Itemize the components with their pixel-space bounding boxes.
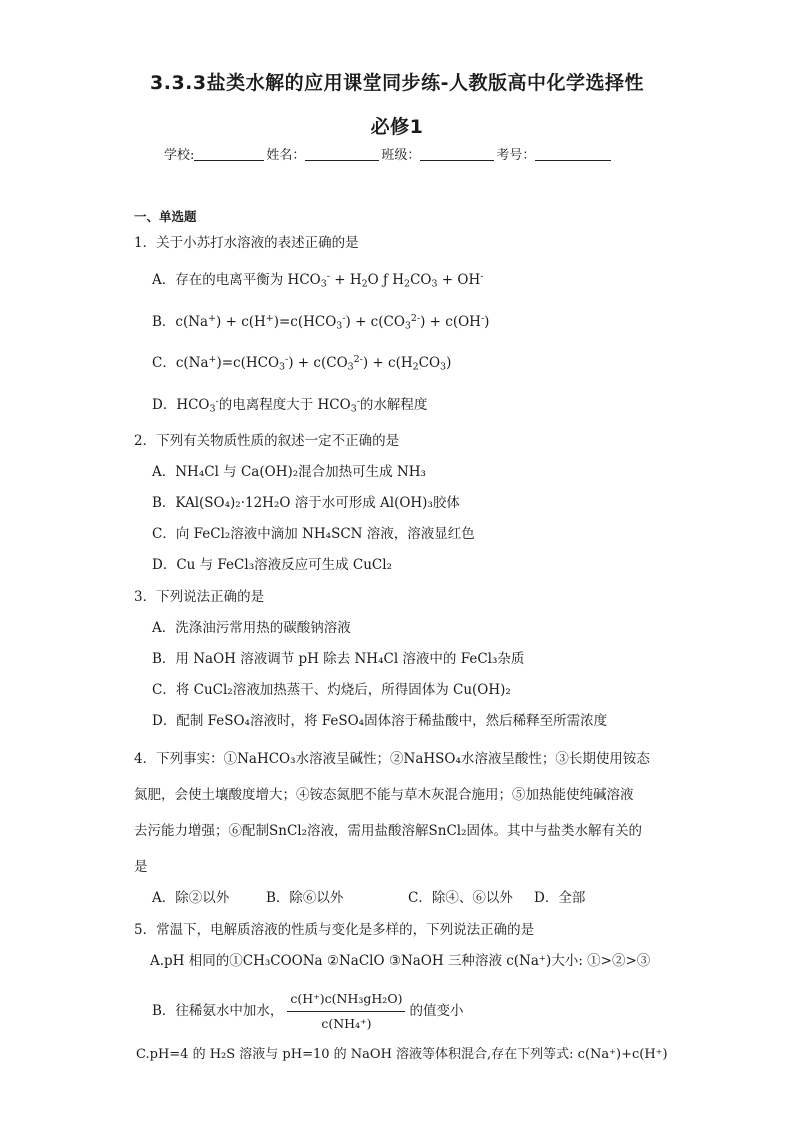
q1-option-c: C．$c(Na^+)=c(HCO_3^-) + c(CO_3^{2-}) + c(H_2CO_3)$: [152, 353, 452, 373]
q4-option-c: C．除④、⑥以外: [408, 890, 513, 906]
q5-option-c: C.pH=4 的 H₂S 溶液与 pH=10 的 NaOH 溶液等体积混合,存在下列等式: c(Na⁺)+c(H⁺): [136, 1047, 668, 1062]
q2-stem: 2．下列有关物质性质的叙述一定不正确的是: [134, 433, 400, 449]
q2-option-c: C．向 FeCl₂溶液中滴加 NH₄SCN 溶液，溶液显红色: [152, 526, 475, 542]
school-label: 学校:: [164, 148, 195, 163]
q4-stem-line2: 氮肥，会使土壤酸度增大；④铵态氮肥不能与草木灰混合施用；⑤加热能使纯碱溶液: [134, 787, 634, 803]
q5-fraction: $\frac{\text{c(H⁺)c(NH₃gH₂O)}}{\text{c(NH₄⁺)}}$: [287, 988, 405, 1035]
q2-option-b: B．KAl(SO₄)₂·12H₂O 溶于水可形成 Al(OH)₃胶体: [152, 495, 460, 511]
q4-option-d: D．全部: [534, 890, 586, 906]
q1-stem: 1．关于小苏打水溶液的表述正确的是: [134, 235, 359, 251]
q2-option-d: D．Cu 与 FeCl₃溶液反应可生成 CuCl₂: [152, 557, 392, 573]
q4-option-a: A．除②以外: [152, 890, 230, 906]
document-title-line1: 3.3.3盐类水解的应用课堂同步练-人教版高中化学选择性: [150, 72, 644, 94]
q5-option-a: A.pH 相同的①CH₃COONa ②NaClO ③NaOH 三种溶液 c(Na⁺)大小: ①>②>③: [150, 953, 651, 969]
q5-option-b: B．往稀氨水中加水， $\frac{\text{c(H⁺)c(NH₃gH₂O)}}{\text{c(NH₄⁺)}}$ 的值变小: [152, 988, 463, 1035]
name-label: 姓名：: [266, 148, 306, 163]
q2-option-a: A．NH₄Cl 与 Ca(OH)₂混合加热可生成 NH₃: [152, 464, 426, 480]
q3-option-b: B．用 NaOH 溶液调节 pH 除去 NH₄Cl 溶液中的 FeCl₃杂质: [152, 651, 525, 667]
exam-no-blank[interactable]: [535, 146, 611, 161]
section-title: 一、单选题: [134, 209, 197, 224]
q3-stem: 3．下列说法正确的是: [134, 589, 265, 605]
q4-stem-line1: 4．下列事实：①NaHCO₃水溶液呈碱性；②NaHSO₄水溶液呈酸性；③长期使用铵态: [134, 751, 650, 767]
class-blank[interactable]: [420, 146, 494, 161]
q3-option-c: C．将 CuCl₂溶液加热蒸干、灼烧后，所得固体为 Cu(OH)₂: [152, 682, 511, 698]
q4-option-b: B．除⑥以外: [266, 890, 344, 906]
q1-option-a: A．存在的电离平衡为 $HCO_3^- + H_2O$ ƒ $H_2CO_3 + OH^-$: [152, 270, 484, 290]
exam-no-label: 考号：: [496, 148, 536, 163]
document-title-line2: 必修1: [370, 116, 424, 138]
student-info-row: [164, 144, 613, 163]
q3-option-a: A．洗涤油污常用热的碳酸钠溶液: [152, 620, 351, 636]
q3-option-d: D．配制 FeSO₄溶液时，将 FeSO₄固体溶于稀盐酸中，然后稀释至所需浓度: [152, 713, 608, 729]
q4-stem-line3: 去污能力增强；⑥配制SnCl₂溶液，需用盐酸溶解SnCl₂固体。其中与盐类水解有关的: [134, 823, 643, 839]
q1-option-b: B．$c(Na^+) + c(H^+)=c(HCO_3^-) + c(CO_3^{2-}) + c(OH^-)$: [152, 312, 490, 332]
q4-stem-line4: 是: [134, 859, 148, 875]
class-label: 班级：: [381, 148, 421, 163]
school-blank[interactable]: [194, 146, 264, 161]
name-blank[interactable]: [305, 146, 379, 161]
q5-stem: 5．常温下，电解质溶液的性质与变化是多样的，下列说法正确的是: [134, 922, 535, 938]
q1-option-d: D．$HCO_3^-$的电离程度大于 $HCO_3^-$的水解程度: [152, 395, 428, 415]
